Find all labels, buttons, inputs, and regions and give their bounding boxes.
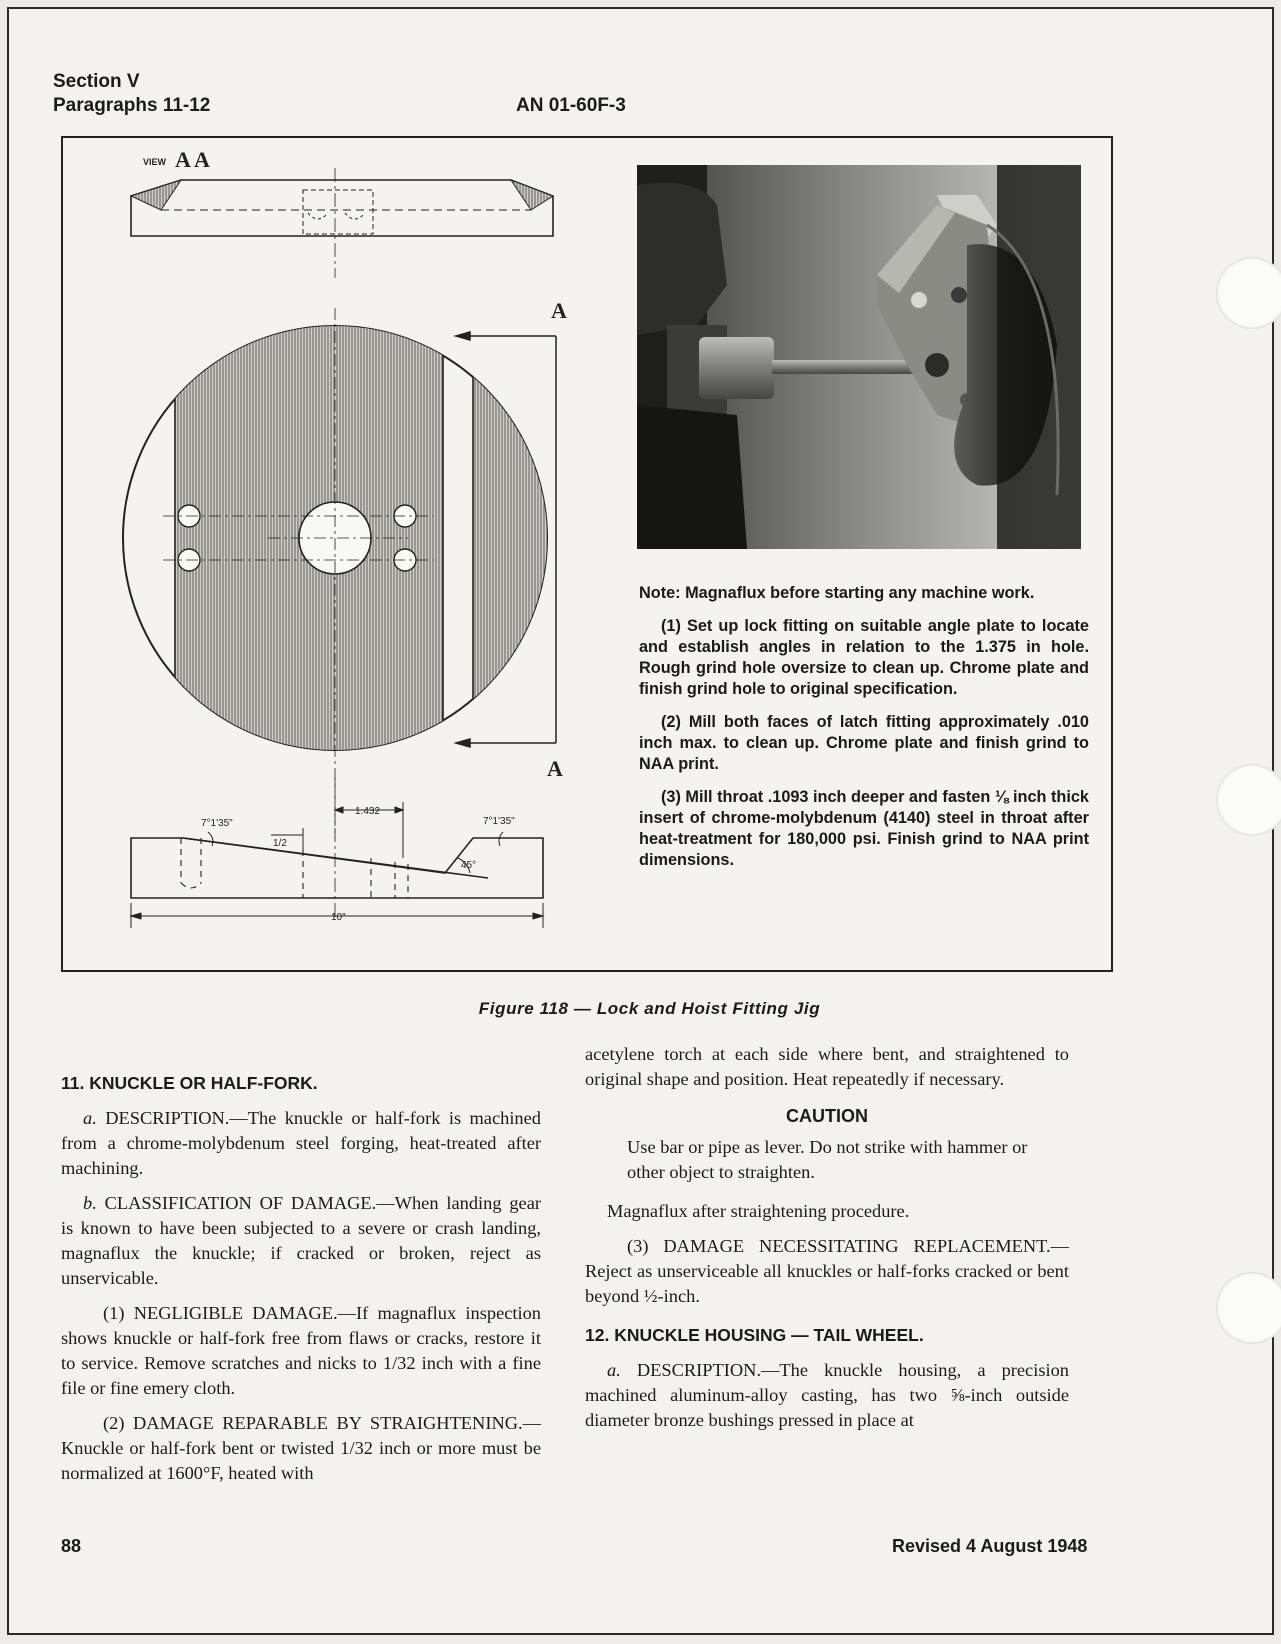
view-label: A A <box>175 147 210 172</box>
view-label-small: VIEW <box>143 157 167 167</box>
dim-45: 45° <box>461 860 477 871</box>
jig-drawing <box>63 138 603 970</box>
figure-118-box <box>61 136 1113 972</box>
jig-side-profile <box>131 778 543 918</box>
note-1: (1) Set up lock fitting on suitable angle plate to locate and establish angles in relation to the 1.375 in hole. Rough grind hole oversize to clean up. Chrome plate and finish grind hole to original specification. <box>639 617 1089 698</box>
note-intro: Note: Magnaflux before starting any machine work. <box>639 584 1035 602</box>
document-page <box>7 7 1274 1635</box>
binder-hole <box>1216 1272 1281 1344</box>
section-label: Section V <box>53 71 140 92</box>
left-column <box>61 1071 541 1496</box>
revision-date: Revised 4 August 1948 <box>892 1536 1088 1556</box>
heading-12: 12. KNUCKLE HOUSING — TAIL WHEEL. <box>585 1325 924 1345</box>
para-11b2-continued: acetylene torch at each side where bent, and straightened to original shape and position. Heat repeatedly if necessary. <box>585 1044 1069 1089</box>
magnaflux-after: Magnaflux after straightening procedure. <box>607 1201 910 1221</box>
caution-title: CAUTION <box>786 1106 868 1126</box>
note-2: (2) Mill both faces of latch fitting approximately .010 inch max. to clean up. Chrome plate and finish grind to NAA print. <box>639 713 1089 773</box>
para-11b1: (1) NEGLIGIBLE DAMAGE.—If magnaflux inspection shows knuckle or half-fork free from flaws or cracks, restore it to service. Remove scratches and nicks to 1/32 inch with a fine file or fine emery cloth. <box>61 1303 541 1398</box>
binder-hole <box>1216 764 1281 836</box>
right-column <box>585 1042 1069 1443</box>
para-12a: a. DESCRIPTION.—The knuckle housing, a precision machined aluminum-alloy casting, has two ⅝-inch outside diameter bronze bushings pressed in place at <box>585 1360 1069 1430</box>
para-11a: a. DESCRIPTION.—The knuckle or half-fork is machined from a chrome-molybdenum steel forging, heat-treated after machining. <box>61 1108 541 1178</box>
dim-angle-left: 7°1'35" <box>201 818 233 829</box>
document-number: AN 01-60F-3 <box>516 95 626 116</box>
view-aa-profile <box>131 168 553 278</box>
figure-caption: Figure 118 — Lock and Hoist Fitting Jig <box>478 999 821 1018</box>
jig-plan-view <box>123 308 603 838</box>
note-3: (3) Mill throat .1093 inch deeper and fasten ⅛ inch thick insert of chrome-molybdenum (4140) steel in throat after heat-treatment for 180,000 psi. Finish grind to NAA print dimensions. <box>639 788 1089 869</box>
paragraphs-label: Paragraphs 11-12 <box>53 95 211 116</box>
caution-text: Use bar or pipe as lever. Do not strike with hammer or other object to straighten. <box>627 1137 1028 1182</box>
section-mark-bottom: A <box>547 756 563 781</box>
machining-notes <box>639 583 1089 883</box>
page-number: 88 <box>61 1536 82 1556</box>
machining-photo <box>637 165 1081 549</box>
para-11b2: (2) DAMAGE REPARABLE BY STRAIGHTENING.—Knuckle or half-fork bent or twisted 1/32 inch or more must be normalized at 1600°F, heated with <box>61 1413 541 1483</box>
para-11b: b. CLASSIFICATION OF DAMAGE.—When landing gear is known to have been subjected to a severe or crash landing, magnaflux the knuckle; if cracked or broken, reject as unservicable. <box>61 1193 541 1288</box>
section-mark-top: A <box>551 298 567 323</box>
heading-11: 11. KNUCKLE OR HALF-FORK. <box>61 1073 318 1093</box>
dim-half: 1/2 <box>273 838 287 849</box>
para-11b3: (3) DAMAGE NECESSITATING REPLACEMENT.—Reject as unserviceable all knuckles or half-forks cracked or bent beyond ½-inch. <box>585 1236 1069 1306</box>
dim-angle-right: 7°1'35" <box>483 816 515 827</box>
binder-hole <box>1216 257 1281 329</box>
dim-overall: 10" <box>331 912 346 923</box>
dim-width: 1.432 <box>355 806 381 817</box>
